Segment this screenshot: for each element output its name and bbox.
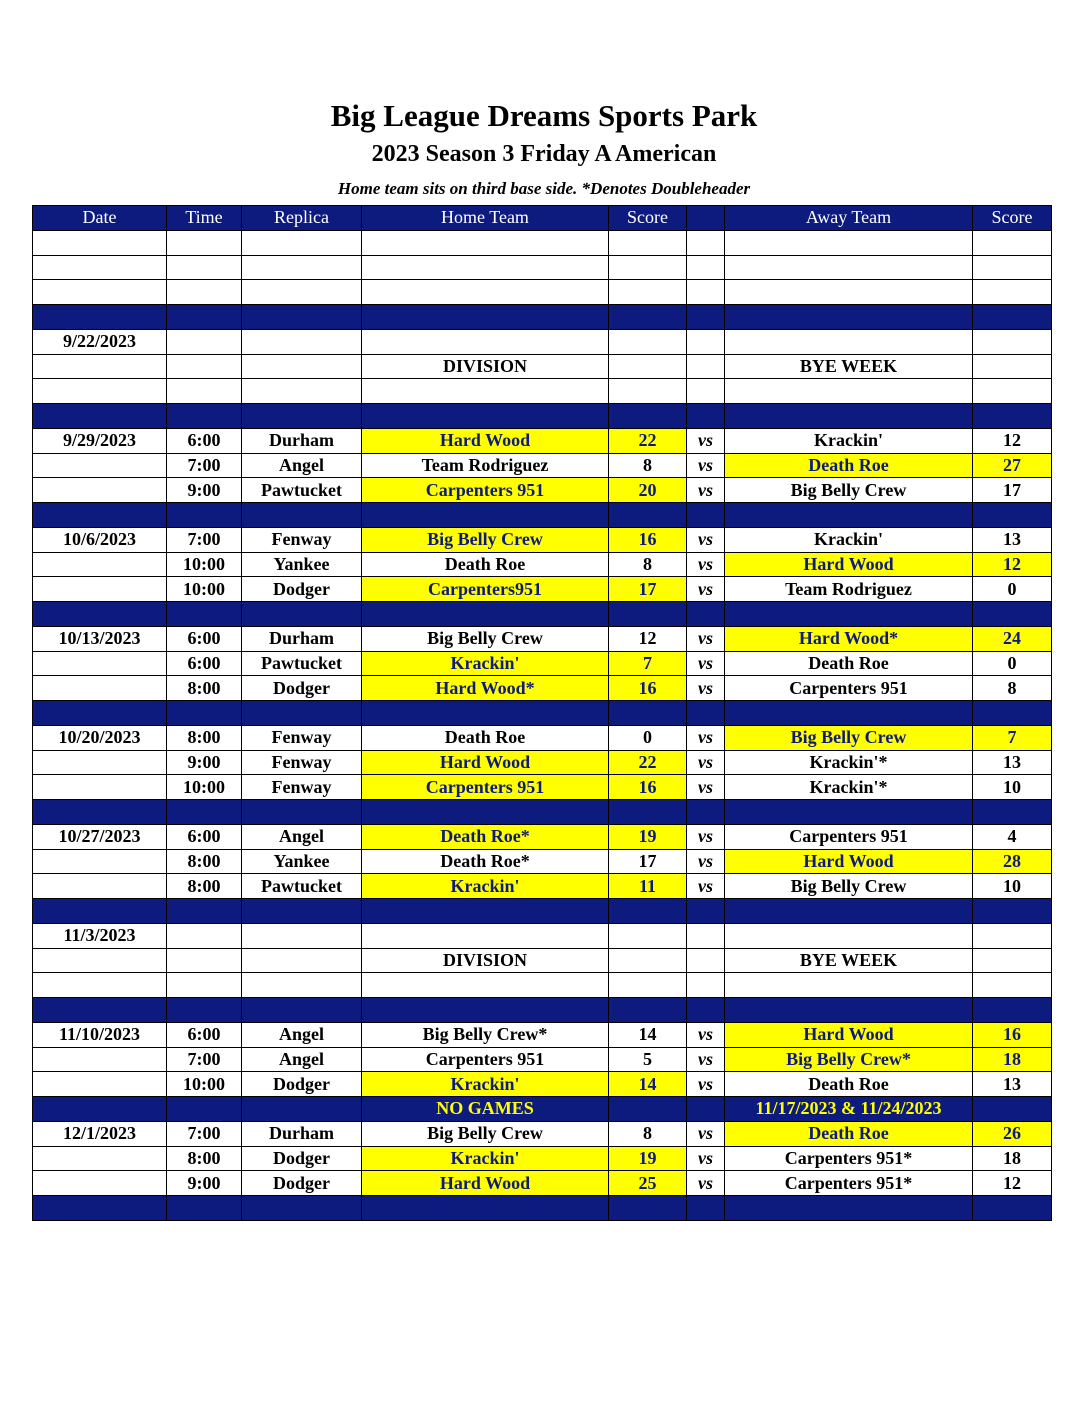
- home-team: Krackin': [362, 1072, 609, 1097]
- game-row: [33, 577, 1052, 602]
- game-replica: Dodger: [242, 1146, 362, 1171]
- away-score: 28: [973, 849, 1052, 874]
- home-score: 0: [609, 725, 687, 750]
- away-team: Krackin'*: [725, 750, 973, 775]
- away-score: 8: [973, 676, 1052, 701]
- game-time: 8:00: [167, 725, 242, 750]
- game-time: 7:00: [167, 1121, 242, 1146]
- home-team: Carpenters 951: [362, 1047, 609, 1072]
- away-team: Death Roe: [725, 1121, 973, 1146]
- away-score: 0: [973, 651, 1052, 676]
- away-score: 16: [973, 1022, 1052, 1047]
- col-away-team: Away Team: [725, 206, 973, 231]
- home-score: 12: [609, 626, 687, 651]
- game-time: 10:00: [167, 552, 242, 577]
- vs-label: vs: [687, 577, 725, 602]
- home-team: Death Roe: [362, 552, 609, 577]
- game-row: [33, 775, 1052, 800]
- game-time: 6:00: [167, 651, 242, 676]
- separator-row: [33, 305, 1052, 330]
- away-score: 18: [973, 1047, 1052, 1072]
- empty-row: [33, 973, 1052, 998]
- away-score: 13: [973, 1072, 1052, 1097]
- no-games-dates: 11/17/2023 & 11/24/2023: [725, 1097, 973, 1122]
- col-home-team: Home Team: [362, 206, 609, 231]
- away-team: Hard Wood: [725, 1022, 973, 1047]
- vs-label: vs: [687, 1146, 725, 1171]
- separator-row: [33, 602, 1052, 627]
- page-title: Big League Dreams Sports Park: [330, 98, 758, 133]
- vs-label: vs: [687, 1072, 725, 1097]
- vs-label: vs: [687, 874, 725, 899]
- home-score: 16: [609, 527, 687, 552]
- vs-label: vs: [687, 676, 725, 701]
- vs-label: vs: [687, 527, 725, 552]
- away-score: 7: [973, 725, 1052, 750]
- game-replica: Durham: [242, 428, 362, 453]
- game-row: [33, 478, 1052, 503]
- game-date: 9/22/2023: [33, 329, 167, 354]
- game-replica: Pawtucket: [242, 651, 362, 676]
- col-home-score: Score: [609, 206, 687, 231]
- vs-label: vs: [687, 1047, 725, 1072]
- col-away-score: Score: [973, 206, 1052, 231]
- home-score: 11: [609, 874, 687, 899]
- bye-row: [33, 354, 1052, 379]
- game-time: 9:00: [167, 750, 242, 775]
- game-replica: Angel: [242, 1047, 362, 1072]
- game-row: [33, 1047, 1052, 1072]
- header-row: [33, 206, 1052, 231]
- game-time: 10:00: [167, 577, 242, 602]
- game-time: 6:00: [167, 626, 242, 651]
- game-row: [33, 1146, 1052, 1171]
- away-score: 12: [973, 552, 1052, 577]
- separator-row: [33, 998, 1052, 1023]
- game-row: [33, 725, 1052, 750]
- away-team: Carpenters 951: [725, 676, 973, 701]
- game-row: [33, 676, 1052, 701]
- away-team: Big Belly Crew*: [725, 1047, 973, 1072]
- empty-row: [33, 280, 1052, 305]
- game-replica: Fenway: [242, 725, 362, 750]
- home-team: Big Belly Crew*: [362, 1022, 609, 1047]
- vs-label: vs: [687, 775, 725, 800]
- game-row: [33, 453, 1052, 478]
- home-score: 5: [609, 1047, 687, 1072]
- away-team: Death Roe: [725, 651, 973, 676]
- home-score: 7: [609, 651, 687, 676]
- separator-row: [33, 899, 1052, 924]
- home-score: 8: [609, 453, 687, 478]
- bye-week-label: BYE WEEK: [725, 948, 973, 973]
- game-row: [33, 874, 1052, 899]
- home-score: 22: [609, 428, 687, 453]
- vs-label: vs: [687, 725, 725, 750]
- col-replica: Replica: [242, 206, 362, 231]
- col-date: Date: [33, 206, 167, 231]
- game-replica: Dodger: [242, 577, 362, 602]
- game-row: [33, 626, 1052, 651]
- away-team: Hard Wood*: [725, 626, 973, 651]
- game-row: [33, 1072, 1052, 1097]
- vs-label: vs: [687, 552, 725, 577]
- game-time: 8:00: [167, 849, 242, 874]
- away-team: Big Belly Crew: [725, 725, 973, 750]
- away-score: 27: [973, 453, 1052, 478]
- home-team: Team Rodriguez: [362, 453, 609, 478]
- away-score: 10: [973, 874, 1052, 899]
- schedule-table: [32, 205, 1052, 1221]
- separator-row: [33, 503, 1052, 528]
- home-team: Death Roe*: [362, 849, 609, 874]
- game-replica: Durham: [242, 626, 362, 651]
- game-time: 8:00: [167, 874, 242, 899]
- home-team: Big Belly Crew: [362, 626, 609, 651]
- bye-week-label: BYE WEEK: [725, 354, 973, 379]
- game-time: 7:00: [167, 527, 242, 552]
- away-team: Death Roe: [725, 1072, 973, 1097]
- away-team: Team Rodriguez: [725, 577, 973, 602]
- vs-label: vs: [687, 1022, 725, 1047]
- away-score: 18: [973, 1146, 1052, 1171]
- game-date: 11/3/2023: [33, 923, 167, 948]
- game-replica: Fenway: [242, 750, 362, 775]
- vs-label: vs: [687, 1121, 725, 1146]
- home-score: 22: [609, 750, 687, 775]
- vs-label: vs: [687, 849, 725, 874]
- game-date: 10/27/2023: [33, 824, 167, 849]
- away-team: Hard Wood: [725, 552, 973, 577]
- away-score: 10: [973, 775, 1052, 800]
- game-replica: Fenway: [242, 527, 362, 552]
- home-team: Death Roe*: [362, 824, 609, 849]
- page-subtitle: 2023 Season 3 Friday A American: [371, 141, 717, 167]
- game-row: [33, 651, 1052, 676]
- date-row: [33, 329, 1052, 354]
- away-team: Krackin'*: [725, 775, 973, 800]
- game-replica: Fenway: [242, 775, 362, 800]
- empty-row: [33, 255, 1052, 280]
- game-replica: Durham: [242, 1121, 362, 1146]
- game-time: 8:00: [167, 676, 242, 701]
- home-team: Krackin': [362, 1146, 609, 1171]
- vs-label: vs: [687, 1171, 725, 1196]
- game-time: 6:00: [167, 1022, 242, 1047]
- separator-row: [33, 1196, 1052, 1221]
- separator-row: [33, 404, 1052, 429]
- vs-label: vs: [687, 453, 725, 478]
- game-date: 11/10/2023: [33, 1022, 167, 1047]
- game-time: 10:00: [167, 1072, 242, 1097]
- game-replica: Yankee: [242, 552, 362, 577]
- home-score: 14: [609, 1022, 687, 1047]
- away-score: 13: [973, 527, 1052, 552]
- away-score: 12: [973, 1171, 1052, 1196]
- game-replica: Pawtucket: [242, 478, 362, 503]
- bye-row: [33, 948, 1052, 973]
- game-row: [33, 428, 1052, 453]
- game-time: 7:00: [167, 1047, 242, 1072]
- game-date: 9/29/2023: [33, 428, 167, 453]
- no-games-row: [33, 1097, 1052, 1122]
- home-team: Big Belly Crew: [362, 1121, 609, 1146]
- game-row: [33, 1171, 1052, 1196]
- home-score: 8: [609, 552, 687, 577]
- home-team: Carpenters 951: [362, 478, 609, 503]
- game-date: 10/20/2023: [33, 725, 167, 750]
- empty-row: [33, 230, 1052, 255]
- col-vs: [687, 206, 725, 231]
- game-replica: Angel: [242, 453, 362, 478]
- game-replica: Dodger: [242, 676, 362, 701]
- away-team: Carpenters 951: [725, 824, 973, 849]
- vs-label: vs: [687, 651, 725, 676]
- game-replica: Angel: [242, 1022, 362, 1047]
- vs-label: vs: [687, 824, 725, 849]
- game-row: [33, 1022, 1052, 1047]
- division-label: DIVISION: [362, 948, 609, 973]
- game-time: 6:00: [167, 428, 242, 453]
- schedule-note: Home team sits on third base side. *Denotes Doubleheader: [337, 179, 751, 198]
- separator-row: [33, 800, 1052, 825]
- game-time: 7:00: [167, 453, 242, 478]
- game-replica: Yankee: [242, 849, 362, 874]
- empty-row: [33, 379, 1052, 404]
- game-row: [33, 849, 1052, 874]
- home-score: 8: [609, 1121, 687, 1146]
- game-replica: Angel: [242, 824, 362, 849]
- vs-label: vs: [687, 428, 725, 453]
- away-team: Carpenters 951*: [725, 1146, 973, 1171]
- away-team: Carpenters 951*: [725, 1171, 973, 1196]
- home-team: Hard Wood: [362, 750, 609, 775]
- away-team: Big Belly Crew: [725, 874, 973, 899]
- vs-label: vs: [687, 626, 725, 651]
- home-team: Big Belly Crew: [362, 527, 609, 552]
- home-score: 17: [609, 577, 687, 602]
- game-replica: Pawtucket: [242, 874, 362, 899]
- game-row: [33, 552, 1052, 577]
- game-date: 10/13/2023: [33, 626, 167, 651]
- home-team: Carpenters 951: [362, 775, 609, 800]
- division-label: DIVISION: [362, 354, 609, 379]
- game-time: 9:00: [167, 478, 242, 503]
- vs-label: vs: [687, 750, 725, 775]
- vs-label: vs: [687, 478, 725, 503]
- away-team: Big Belly Crew: [725, 478, 973, 503]
- date-row: [33, 923, 1052, 948]
- away-score: 17: [973, 478, 1052, 503]
- home-team: Death Roe: [362, 725, 609, 750]
- away-team: Krackin': [725, 527, 973, 552]
- game-date: 10/6/2023: [33, 527, 167, 552]
- game-replica: Dodger: [242, 1072, 362, 1097]
- home-score: 20: [609, 478, 687, 503]
- home-team: Krackin': [362, 874, 609, 899]
- game-time: 10:00: [167, 775, 242, 800]
- game-row: [33, 750, 1052, 775]
- away-team: Death Roe: [725, 453, 973, 478]
- separator-row: [33, 701, 1052, 726]
- no-games-label: NO GAMES: [362, 1097, 609, 1122]
- away-score: 4: [973, 824, 1052, 849]
- home-team: Hard Wood: [362, 1171, 609, 1196]
- game-time: 8:00: [167, 1146, 242, 1171]
- away-score: 0: [973, 577, 1052, 602]
- game-row: [33, 824, 1052, 849]
- away-team: Hard Wood: [725, 849, 973, 874]
- home-team: Carpenters951: [362, 577, 609, 602]
- away-score: 24: [973, 626, 1052, 651]
- home-score: 16: [609, 775, 687, 800]
- home-score: 19: [609, 1146, 687, 1171]
- game-row: [33, 527, 1052, 552]
- home-score: 17: [609, 849, 687, 874]
- away-team: Krackin': [725, 428, 973, 453]
- away-score: 12: [973, 428, 1052, 453]
- home-score: 16: [609, 676, 687, 701]
- home-score: 19: [609, 824, 687, 849]
- home-team: Hard Wood: [362, 428, 609, 453]
- col-time: Time: [167, 206, 242, 231]
- home-team: Hard Wood*: [362, 676, 609, 701]
- game-replica: Dodger: [242, 1171, 362, 1196]
- home-team: Krackin': [362, 651, 609, 676]
- game-row: [33, 1121, 1052, 1146]
- home-score: 25: [609, 1171, 687, 1196]
- home-score: 14: [609, 1072, 687, 1097]
- game-time: 9:00: [167, 1171, 242, 1196]
- game-time: 6:00: [167, 824, 242, 849]
- away-score: 26: [973, 1121, 1052, 1146]
- game-date: 12/1/2023: [33, 1121, 167, 1146]
- away-score: 13: [973, 750, 1052, 775]
